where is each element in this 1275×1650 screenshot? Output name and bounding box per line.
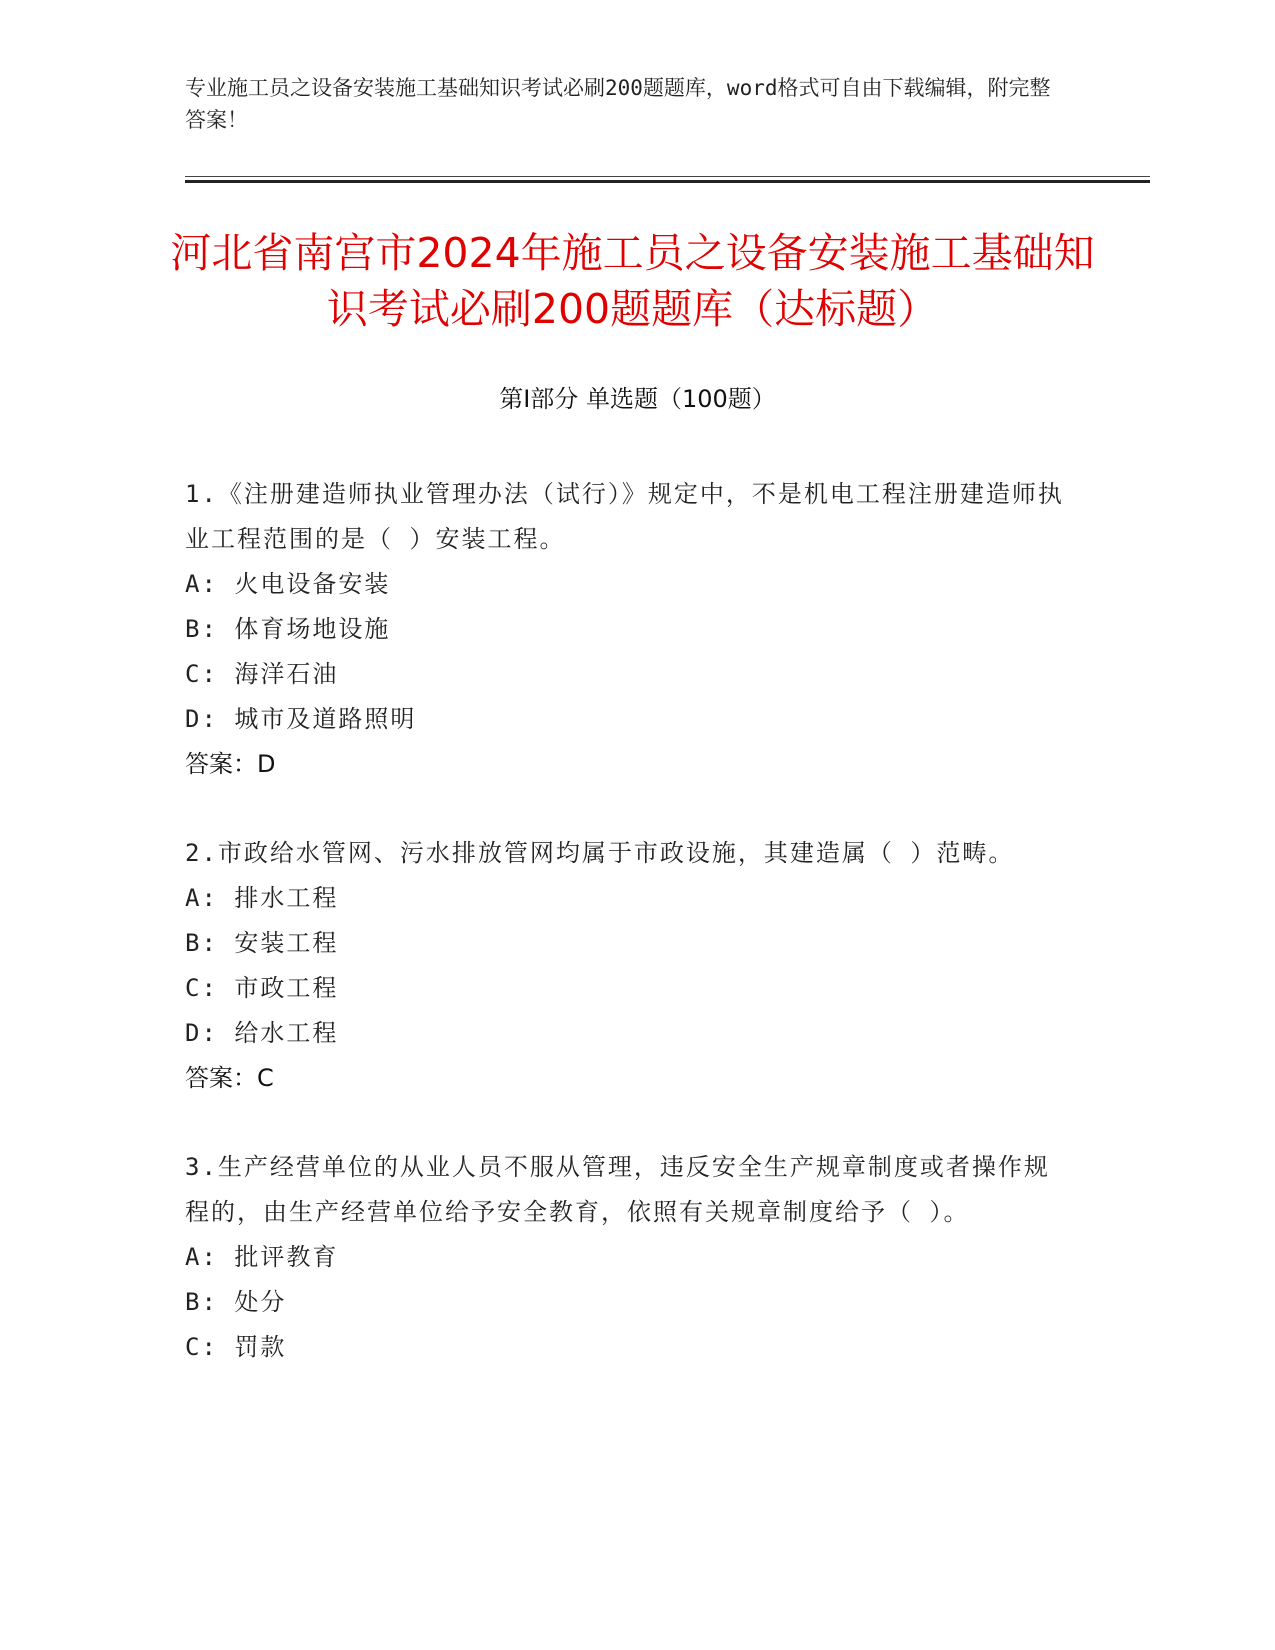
option-a: A: 批评教育: [185, 1243, 339, 1271]
header-divider-thin: [185, 176, 1150, 177]
option-a: A: 排水工程: [185, 884, 339, 912]
option-b: B: 安装工程: [185, 929, 339, 957]
question-text: 1.《注册建造师执业管理办法（试行）》规定中，不是机电工程注册建造师执业工程范围的是（ ）安装工程。: [185, 480, 1064, 553]
option-c: C: 市政工程: [185, 974, 339, 1002]
header-note: 专业施工员之设备安装施工基础知识考试必刷200题题库，word格式可自由下载编辑，附完整答案！: [185, 76, 1051, 132]
document-title: 河北省南宫市2024年施工员之设备安装施工基础知识考试必刷200题题库（达标题）: [170, 229, 1095, 333]
option-d: D: 给水工程: [185, 1019, 339, 1047]
question-item: [185, 831, 1065, 1101]
header-divider-thick: [185, 180, 1150, 183]
answer-text: 答案：C: [185, 1064, 274, 1092]
option-c: C: 罚款: [185, 1333, 287, 1361]
question-item: [185, 1145, 1065, 1370]
option-c: C: 海洋石油: [185, 660, 339, 688]
question-text: 2.市政给水管网、污水排放管网均属于市政设施，其建造属（ ）范畴。: [185, 839, 1015, 867]
option-b: B: 处分: [185, 1288, 287, 1316]
option-a: A: 火电设备安装: [185, 570, 391, 598]
question-list: [185, 472, 1065, 1414]
option-d: D: 城市及道路照明: [185, 705, 417, 733]
question-text: 3.生产经营单位的从业人员不服从管理，违反安全生产规章制度或者操作规程的，由生产经营单位给予安全教育，依照有关规章制度给予（ ）。: [185, 1153, 1050, 1226]
option-b: B: 体育场地设施: [185, 615, 391, 643]
question-item: [185, 472, 1065, 787]
section-heading: 第Ⅰ部分 单选题（100题）: [499, 385, 776, 413]
answer-text: 答案：D: [185, 750, 276, 778]
